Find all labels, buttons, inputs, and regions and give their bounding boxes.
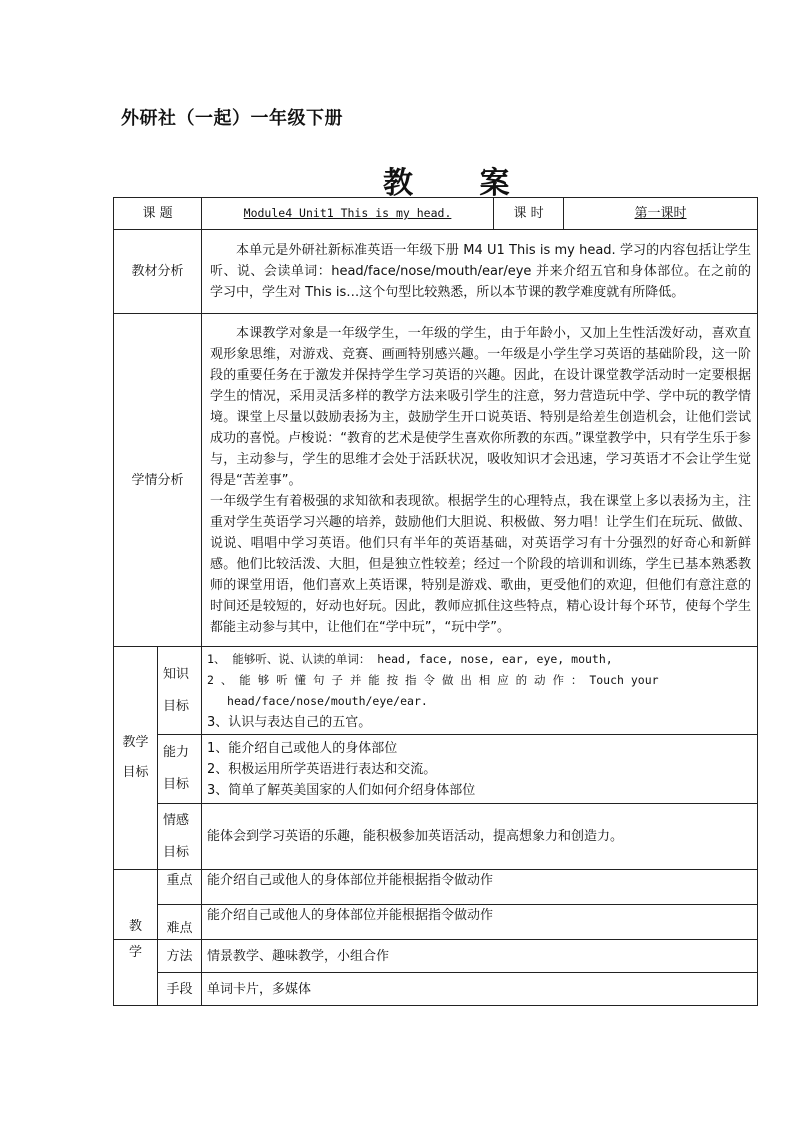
material-analysis-paragraph: 本单元是外研社新标准英语一年级下册 M4 U1 This is my head. 学习的内容包括让学生听、说、会读单词：head/face/nose/mouth/ear/eye 并来介绍五官和身体部位。在之前的学习中，学生对 This is…这个句型比较熟悉，所以本节课的教学难度就有所降低。 [210,243,752,300]
method-text: 情景教学、趣味教学，小组合作 [202,940,758,973]
teaching-objectives-label-line2: 目标 [122,765,149,780]
emotion-label-line1: 情感 [163,812,190,828]
page-title: 教 案 [383,166,538,201]
knowledge-label-line1: 知识 [163,666,190,682]
method-label: 方法 [158,940,202,973]
row-lesson-title [114,198,758,230]
row-ability-objectives [114,735,758,804]
knowledge-item-2: 2 、 能 够 听 懂 句 子 并 能 按 指 令 做 出 相 应 的 动 作 ： Touch your [207,672,659,687]
ability-item-2: 2、积极运用所学英语进行表达和交流。 [207,761,437,777]
teaching-objectives-label [114,647,158,870]
row-difficult-point [114,905,758,940]
row-key-point [114,870,758,905]
knowledge-label-line2: 目标 [163,698,190,714]
knowledge-item-3: 3、认识与表达自己的五官。 [207,714,372,730]
lesson-hours-label: 课 时 [494,198,564,230]
ability-item-1: 1、能介绍自己或他人的身体部位 [207,740,398,756]
teaching-objectives-label-line1: 教学 [122,735,149,750]
difficult-point-label: 难点 [158,905,202,940]
key-point-text: 能介绍自己或他人的身体部位并能根据指令做动作 [202,870,758,905]
lesson-hours-value: 第一课时 [564,198,758,230]
key-point-label: 重点 [158,870,202,905]
teaching-label-top: 教 [114,870,158,940]
ability-item-3: 3、简单了解英美国家的人们如何介绍身体部位 [207,782,476,798]
lesson-title-label: 课 题 [114,198,202,230]
lesson-plan-table [113,197,758,1006]
knowledge-item-2-cont: head/face/nose/mouth/eye/ear. [227,693,428,708]
emotion-label-line2: 目标 [163,844,190,860]
document-header: 外研社（一起）一年级下册 [121,108,343,129]
means-label: 手段 [158,973,202,1006]
ability-objectives-list [202,735,758,804]
row-material-analysis [114,230,758,314]
student-analysis-label: 学情分析 [114,314,202,647]
ability-label-line2: 目标 [163,777,190,792]
student-analysis-paragraph-1: 本课教学对象是一年级学生，一年级的学生，由于年龄小，又加上生性活泼好动，喜欢直观形象思维，对游戏、竞赛、画画特别感兴趣。一年级是小学生学习英语的基础阶段，这一阶段的重要任务在于激发并保持学生学习英语的兴趣。因此，在设计课堂教学活动时一定要根据学生的情况，采用灵活多样的教学方法来吸引学生的注意，努力营造玩中学、学中玩的教学情境。课堂上尽量以鼓励表扬为主，鼓励学生开口说英语、特别是给差生创造机会，让他们尝试成功的喜悦。卢梭说：“教育的艺术是使学生喜欢你所教的东西。”课堂教学中，只有学生乐于参与，主动参与，学生的思维才会处于活跃状况，吸收知识才会迅速，学习英语才不会让学生觉得是“苦差事”。 [210,325,752,488]
student-analysis-text [202,314,758,647]
ability-label-line1: 能力 [163,745,190,760]
emotion-objectives-text: 能体会到学习英语的乐趣，能积极参加英语活动，提高想象力和创造力。 [202,804,758,870]
student-analysis-paragraph-2: 一年级学生有着极强的求知欲和表现欲。根据学生的心理特点，我在课堂上多以表扬为主，注重对学生英语学习兴趣的培养，鼓励他们大胆说、积极做、努力唱！让学生们在玩玩、做做、说说、唱唱中学习英语。他们只有半年的英语基础，对英语学习有十分强烈的好奇心和新鲜感。他们比较活泼、大胆，但是独立性较差；经过一个阶段的培训和训练，学生已基本熟悉教师的课堂用语，他们喜欢上英语课，特别是游戏、歌曲，更受他们的欢迎，但他们有意注意的时间还是较短的，好动也好玩。因此，教师应抓住这些特点，精心设计每个环节，使每个学生都能主动参与其中，让他们在“学中玩”，“玩中学”。 [210,493,752,635]
row-means [114,973,758,1006]
row-student-analysis [114,314,758,647]
material-analysis-text [202,230,758,314]
material-analysis-label: 教材分析 [114,230,202,314]
difficult-point-text: 能介绍自己或他人的身体部位并能根据指令做动作 [202,905,758,940]
teaching-label-bottom: 学 [114,940,158,1006]
knowledge-item-1: 1、 能够听、说、认读的单词： head, face, nose, ear, eye, mouth, [207,651,613,666]
lesson-title-value: Module4 Unit1 This is my head. [202,198,494,230]
ability-objectives-label [158,735,202,804]
knowledge-objectives-list [202,647,758,735]
means-text: 单词卡片，多媒体 [202,973,758,1006]
row-method [114,940,758,973]
knowledge-objectives-label [158,647,202,735]
row-emotion-objectives [114,804,758,870]
emotion-objectives-label [158,804,202,870]
row-knowledge-objectives [114,647,758,735]
